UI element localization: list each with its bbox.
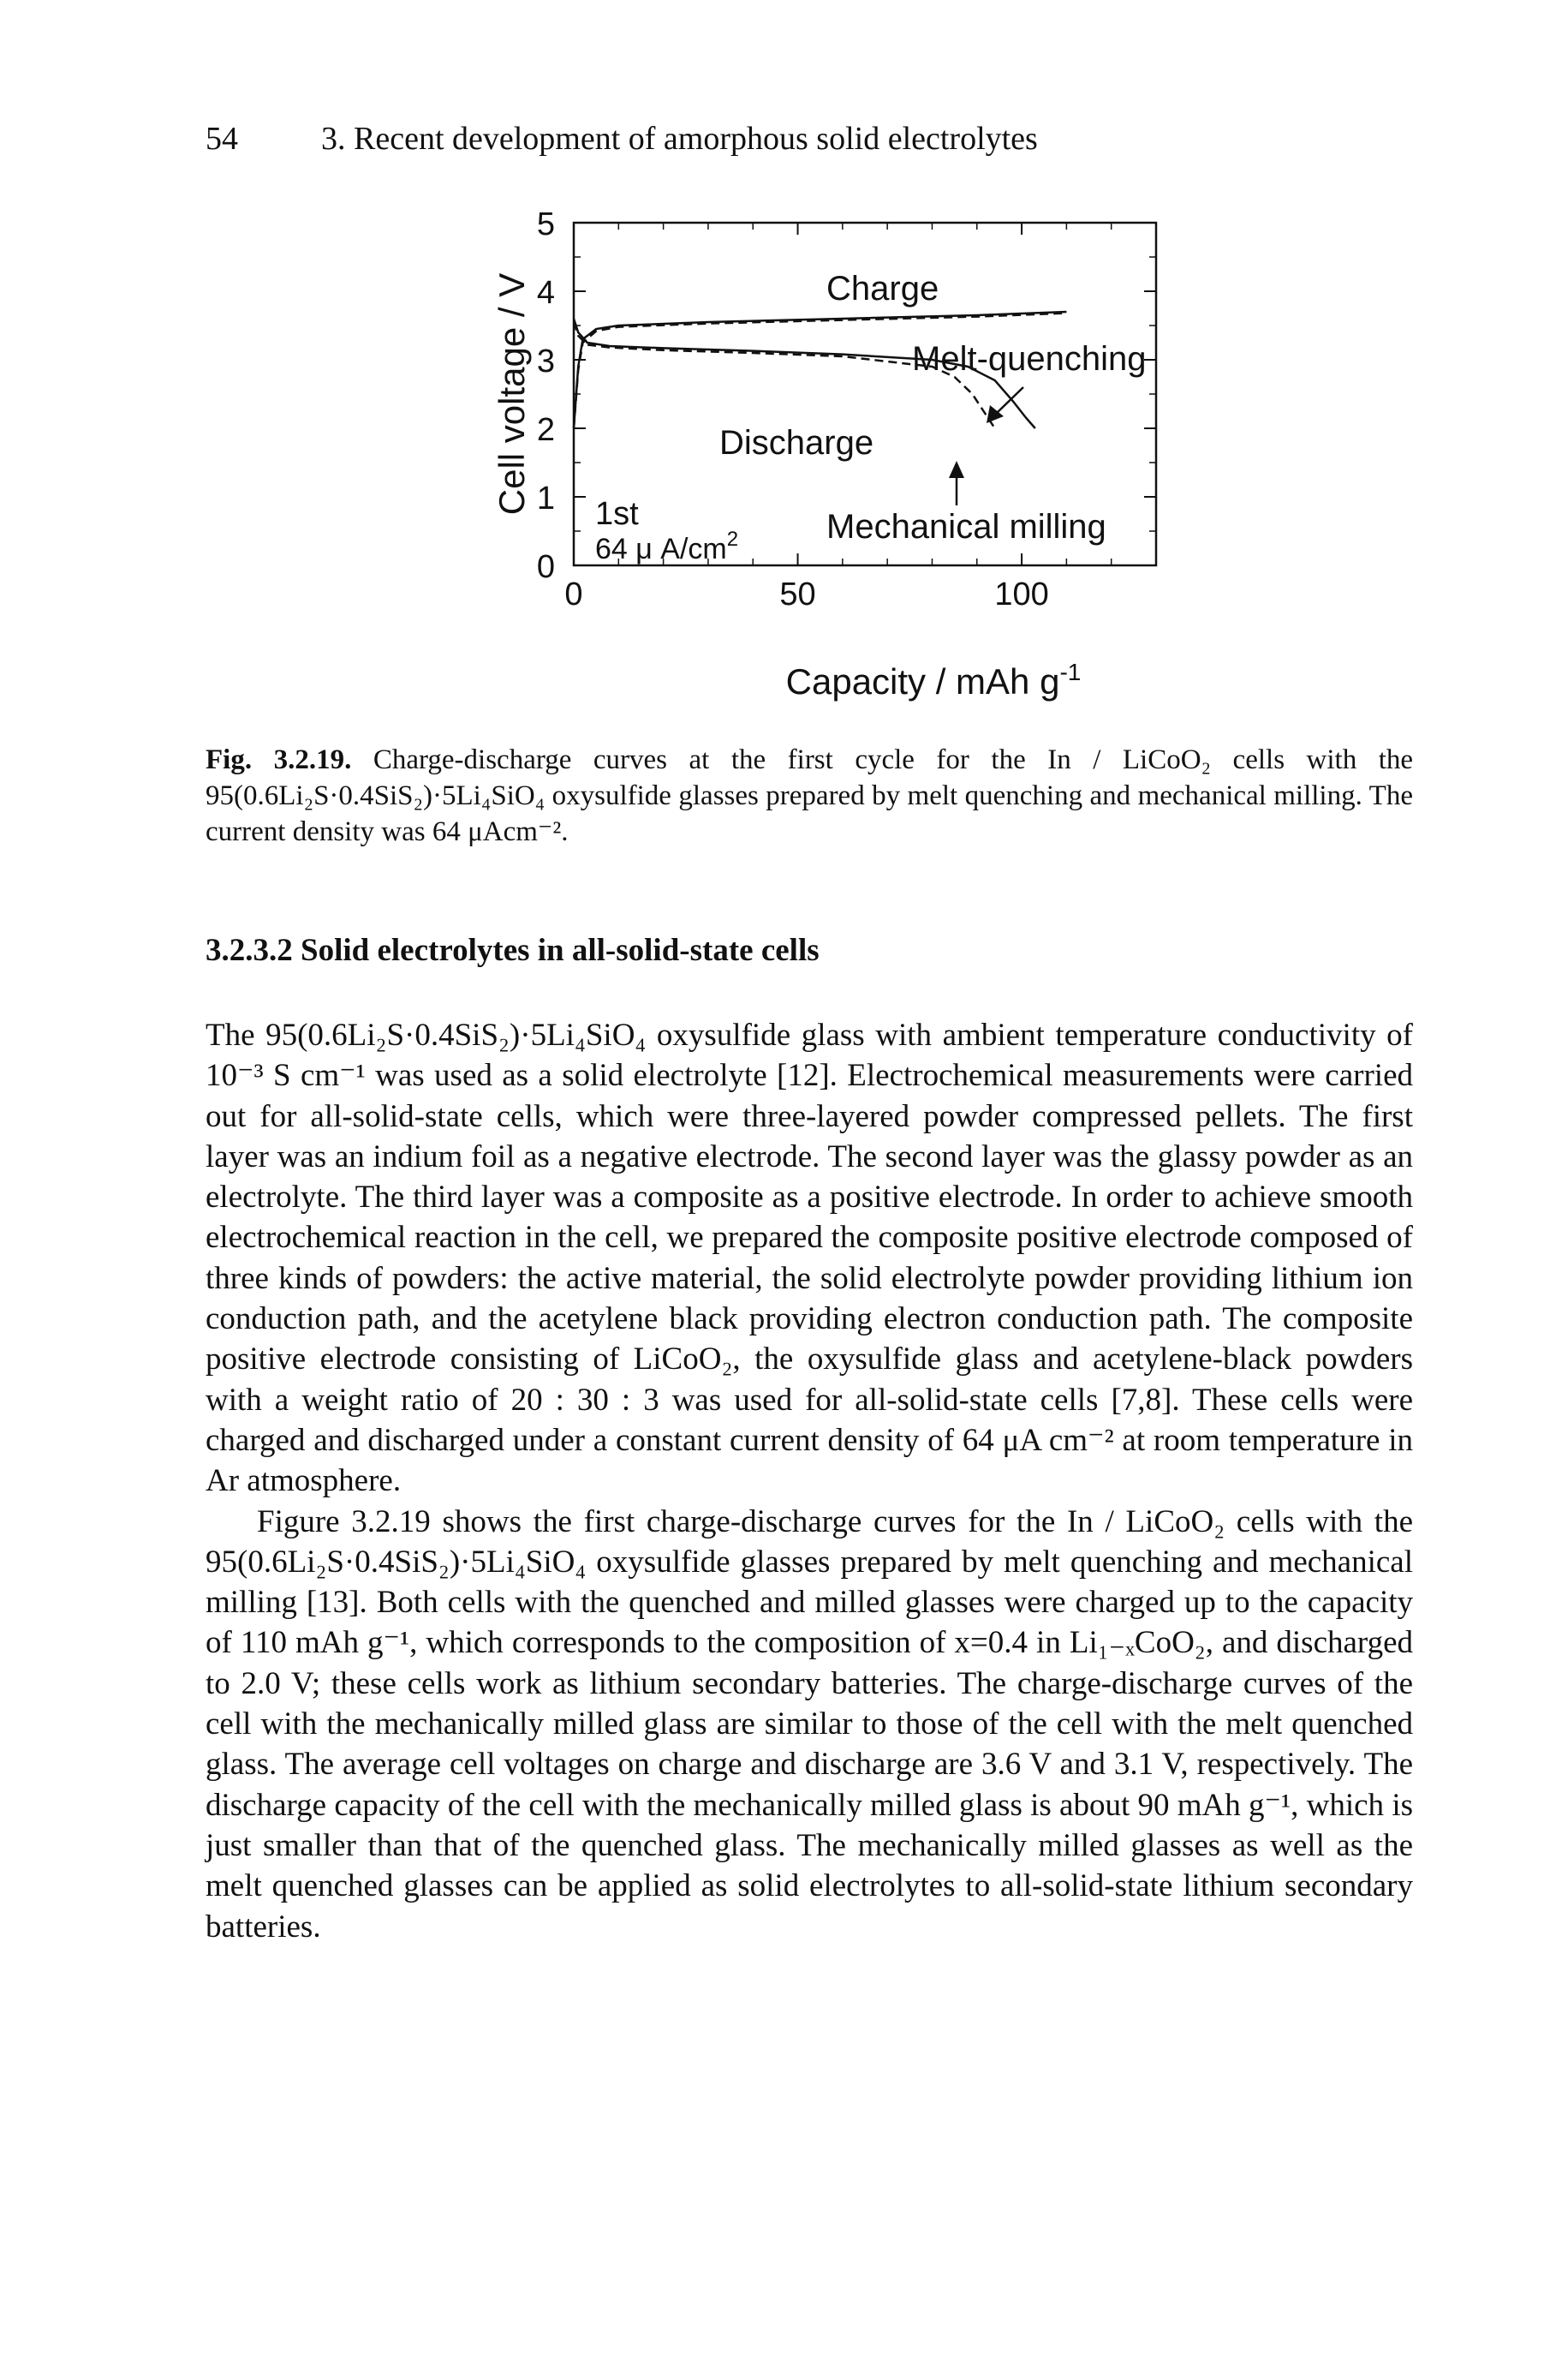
annotation-cycle: 1st: [595, 496, 639, 532]
annotation-current-density: [595, 528, 738, 565]
annotation-mechanical-milling: Mechanical milling: [826, 508, 1106, 546]
y-tick-label: 4: [536, 275, 555, 311]
figure-charge-discharge: [445, 188, 1216, 737]
x-axis-label: [786, 659, 1082, 702]
arrow-mech-head: [949, 461, 964, 478]
annotation-melt-quenching: Melt-quenching: [912, 340, 1147, 378]
y-tick-label: 0: [536, 549, 555, 585]
current-density-exponent: 2: [726, 528, 739, 551]
current-density-text: 64 μ A/cm: [595, 533, 727, 565]
chart-svg: [445, 188, 1216, 737]
y-tick-label: 2: [536, 412, 555, 448]
x-tick-label: 0: [564, 577, 583, 612]
x-tick-label: 100: [994, 577, 1049, 612]
annotation-discharge: Discharge: [719, 424, 874, 462]
paragraph-1: The 95(0.6Li₂S·0.4SiS₂)·5Li₄SiO₄ oxysulfide glass with ambient temperature conductivity of 10⁻³ S cm⁻¹ was used as a solid electrolyte [12]. Electrochemical measurements were carried out for all-solid-state cells, which were three-layered powder compressed pellets. The first layer was an indium foil as a negative electrode. The second layer was the glassy powder as an electrolyte. The third layer was a composite as a positive electrode. In order to achieve smooth electrochemical reaction in the cell, we prepared the composite positive electrode composed of three kinds of powders: the active material, the solid electrolyte powder providing lithium ion conduction path, and the acetylene black providing electron conduction path. The composite positive electrode consisting of LiCoO₂, the oxysulfide glass and acetylene-black powders with a weight ratio of 20 : 30 : 3 was used for all-solid-state cells [7,8]. These cells were charged and discharged under a constant current density of 64 μA cm⁻² at room temperature in Ar atmosphere.: [206, 1018, 1413, 1499]
running-head: [206, 120, 1038, 158]
running-title: 3. Recent development of amorphous solid electrolytes: [321, 121, 1038, 157]
page-number: 54: [206, 121, 238, 157]
section-heading: 3.2.3.2 Solid electrolytes in all-solid-state cells: [206, 933, 820, 968]
caption-text: Charge-discharge curves at the first cycle for the In / LiCoO₂ cells with the 95(0.6Li₂S·0.4SiS₂)·5Li₄SiO₄ oxysulfide glasses prepared by melt quenching and mechanical milling. The current density was 64 μAcm⁻².: [206, 744, 1414, 847]
paragraph-2: Figure 3.2.19 shows the first charge-discharge curves for the In / LiCoO₂ cells with the 95(0.6Li₂S·0.4SiS₂)·5Li₄SiO₄ oxysulfide glasses prepared by melt quenching and mechanical milling [13]. Both cells with the quenched and milled glasses were charged up to the capacity of 110 mAh g⁻¹, which corresponds to the composition of x=0.4 in Li₁₋ₓCoO₂, and discharged to 2.0 V; these cells work as lithium secondary batteries. The charge-discharge curves of the cell with the mechanically milled glass are similar to those of the cell with the melt quenched glass. The average cell voltages on charge and discharge are 3.6 V and 3.1 V, respectively. The discharge capacity of the cell with the mechanically milled glass is about 90 mAh g⁻¹, which is just smaller than that of the quenched glass. The mechanically milled glasses as well as the melt quenched glasses can be applied as solid electrolytes to all-solid-state lithium secondary batteries.: [206, 1503, 1413, 1945]
y-tick-label: 1: [536, 481, 555, 517]
y-tick-label: 5: [536, 206, 555, 242]
y-tick-label: 3: [536, 344, 555, 379]
caption-label: Fig. 3.2.19.: [206, 744, 352, 775]
annotation-charge: Charge: [826, 270, 939, 308]
x-tick-label: 50: [779, 577, 816, 612]
figure-caption: [206, 742, 1413, 850]
x-axis-label-exponent: -1: [1059, 659, 1082, 685]
body-text: [206, 1015, 1413, 1947]
y-axis-label: Cell voltage / V: [492, 272, 532, 516]
x-axis-label-text: Capacity / mAh g: [785, 661, 1060, 702]
